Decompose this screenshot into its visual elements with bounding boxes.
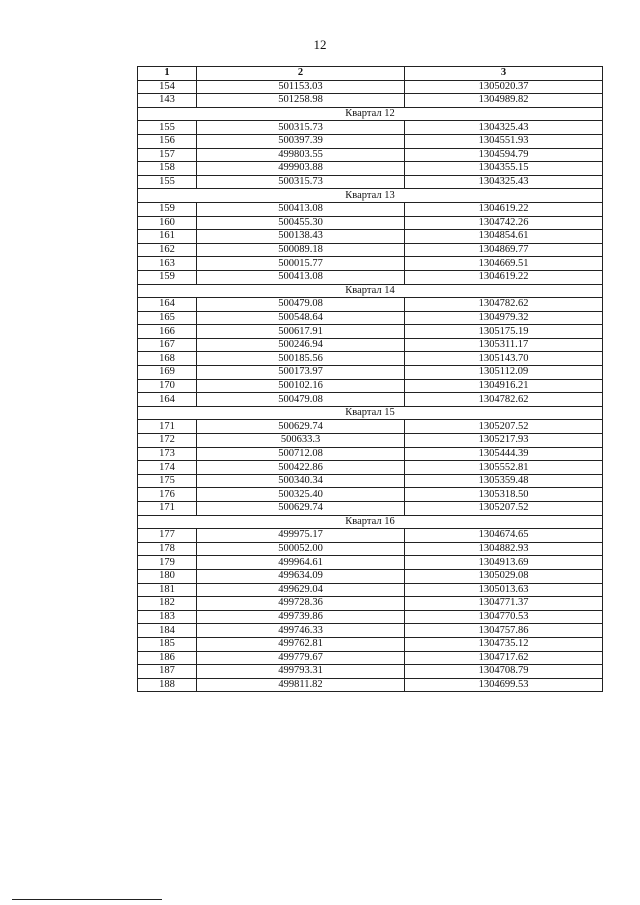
point-number-cell: 143 xyxy=(138,94,197,108)
point-number-cell: 187 xyxy=(138,665,197,679)
table-row xyxy=(138,542,603,556)
point-number-cell: 181 xyxy=(138,583,197,597)
table-row xyxy=(138,216,603,230)
x-coordinate-cell: 499811.82 xyxy=(197,678,405,692)
point-number-cell: 171 xyxy=(138,420,197,434)
x-coordinate-cell: 500413.08 xyxy=(197,270,405,284)
point-number-cell: 162 xyxy=(138,243,197,257)
x-coordinate-cell: 500315.73 xyxy=(197,121,405,135)
y-coordinate-cell: 1304699.53 xyxy=(405,678,603,692)
table-row xyxy=(138,583,603,597)
x-coordinate-cell: 500413.08 xyxy=(197,202,405,216)
point-number-cell: 186 xyxy=(138,651,197,665)
y-coordinate-cell: 1304979.32 xyxy=(405,311,603,325)
y-coordinate-cell: 1305444.39 xyxy=(405,447,603,461)
y-coordinate-cell: 1304782.62 xyxy=(405,393,603,407)
y-coordinate-cell: 1305112.09 xyxy=(405,366,603,380)
x-coordinate-cell: 499762.81 xyxy=(197,637,405,651)
point-number-cell: 156 xyxy=(138,134,197,148)
table-row xyxy=(138,311,603,325)
x-coordinate-cell: 499964.61 xyxy=(197,556,405,570)
y-coordinate-cell: 1304854.61 xyxy=(405,230,603,244)
point-number-cell: 166 xyxy=(138,325,197,339)
point-number-cell: 188 xyxy=(138,678,197,692)
point-number-cell: 183 xyxy=(138,610,197,624)
table-row xyxy=(138,556,603,570)
x-coordinate-cell: 500315.73 xyxy=(197,175,405,189)
table-row xyxy=(138,447,603,461)
y-coordinate-cell: 1305217.93 xyxy=(405,434,603,448)
y-coordinate-cell: 1304619.22 xyxy=(405,202,603,216)
table-row xyxy=(138,420,603,434)
x-coordinate-cell: 499746.33 xyxy=(197,624,405,638)
point-number-cell: 159 xyxy=(138,270,197,284)
x-coordinate-cell: 500548.64 xyxy=(197,311,405,325)
x-coordinate-cell: 499634.09 xyxy=(197,569,405,583)
x-coordinate-cell: 500089.18 xyxy=(197,243,405,257)
y-coordinate-cell: 1304708.79 xyxy=(405,665,603,679)
y-coordinate-cell: 1304735.12 xyxy=(405,637,603,651)
x-coordinate-cell: 499779.67 xyxy=(197,651,405,665)
y-coordinate-cell: 1305359.48 xyxy=(405,474,603,488)
y-coordinate-cell: 1304594.79 xyxy=(405,148,603,162)
section-header-row xyxy=(138,406,603,420)
y-coordinate-cell: 1304771.37 xyxy=(405,597,603,611)
point-number-cell: 177 xyxy=(138,529,197,543)
table-row xyxy=(138,270,603,284)
section-label: Квартал 15 xyxy=(138,406,603,420)
y-coordinate-cell: 1304869.77 xyxy=(405,243,603,257)
point-number-cell: 169 xyxy=(138,366,197,380)
table-row xyxy=(138,678,603,692)
point-number-cell: 184 xyxy=(138,624,197,638)
x-coordinate-cell: 500629.74 xyxy=(197,502,405,516)
column-header-y-coordinate: 3 xyxy=(405,67,603,81)
point-number-cell: 185 xyxy=(138,637,197,651)
y-coordinate-cell: 1304882.93 xyxy=(405,542,603,556)
point-number-cell: 164 xyxy=(138,298,197,312)
table-row xyxy=(138,352,603,366)
x-coordinate-cell: 500455.30 xyxy=(197,216,405,230)
table-row xyxy=(138,461,603,475)
table-row xyxy=(138,502,603,516)
y-coordinate-cell: 1304989.82 xyxy=(405,94,603,108)
table-row xyxy=(138,325,603,339)
section-label: Квартал 13 xyxy=(138,189,603,203)
y-coordinate-cell: 1304916.21 xyxy=(405,379,603,393)
table-row xyxy=(138,230,603,244)
table-row xyxy=(138,569,603,583)
point-number-cell: 180 xyxy=(138,569,197,583)
table-row xyxy=(138,338,603,352)
y-coordinate-cell: 1304770.53 xyxy=(405,610,603,624)
section-label: Квартал 14 xyxy=(138,284,603,298)
y-coordinate-cell: 1305311.17 xyxy=(405,338,603,352)
y-coordinate-cell: 1304757.86 xyxy=(405,624,603,638)
point-number-cell: 157 xyxy=(138,148,197,162)
x-coordinate-cell: 500185.56 xyxy=(197,352,405,366)
table-row xyxy=(138,162,603,176)
x-coordinate-cell: 500479.08 xyxy=(197,393,405,407)
y-coordinate-cell: 1305207.52 xyxy=(405,502,603,516)
table-row xyxy=(138,94,603,108)
table-row xyxy=(138,610,603,624)
table-row xyxy=(138,121,603,135)
y-coordinate-cell: 1304551.93 xyxy=(405,134,603,148)
page-number: 12 xyxy=(313,37,327,52)
table-row xyxy=(138,488,603,502)
x-coordinate-cell: 500633.3 xyxy=(197,434,405,448)
point-number-cell: 159 xyxy=(138,202,197,216)
y-coordinate-cell: 1304674.65 xyxy=(405,529,603,543)
y-coordinate-cell: 1305013.63 xyxy=(405,583,603,597)
section-label: Квартал 12 xyxy=(138,107,603,121)
x-coordinate-cell: 499803.55 xyxy=(197,148,405,162)
point-number-cell: 173 xyxy=(138,447,197,461)
y-coordinate-cell: 1304913.69 xyxy=(405,556,603,570)
x-coordinate-cell: 499739.86 xyxy=(197,610,405,624)
x-coordinate-cell: 500052.00 xyxy=(197,542,405,556)
y-coordinate-cell: 1304717.62 xyxy=(405,651,603,665)
table-row xyxy=(138,393,603,407)
y-coordinate-cell: 1304669.51 xyxy=(405,257,603,271)
point-number-cell: 176 xyxy=(138,488,197,502)
table-row xyxy=(138,637,603,651)
table-row xyxy=(138,202,603,216)
point-number-cell: 174 xyxy=(138,461,197,475)
column-header-x-coordinate: 2 xyxy=(197,67,405,81)
table-row xyxy=(138,134,603,148)
y-coordinate-cell: 1304619.22 xyxy=(405,270,603,284)
section-label: Квартал 16 xyxy=(138,515,603,529)
x-coordinate-cell: 500629.74 xyxy=(197,420,405,434)
x-coordinate-cell: 500397.39 xyxy=(197,134,405,148)
y-coordinate-cell: 1304355.15 xyxy=(405,162,603,176)
table-header-row xyxy=(138,67,603,81)
table-row xyxy=(138,379,603,393)
table-row xyxy=(138,257,603,271)
x-coordinate-cell: 500422.86 xyxy=(197,461,405,475)
point-number-cell: 170 xyxy=(138,379,197,393)
footnote-divider xyxy=(12,899,162,900)
x-coordinate-cell: 500246.94 xyxy=(197,338,405,352)
point-number-cell: 167 xyxy=(138,338,197,352)
point-number-cell: 158 xyxy=(138,162,197,176)
x-coordinate-cell: 500479.08 xyxy=(197,298,405,312)
x-coordinate-cell: 500173.97 xyxy=(197,366,405,380)
x-coordinate-cell: 499975.17 xyxy=(197,529,405,543)
y-coordinate-cell: 1305318.50 xyxy=(405,488,603,502)
section-header-row xyxy=(138,189,603,203)
x-coordinate-cell: 500340.34 xyxy=(197,474,405,488)
point-number-cell: 155 xyxy=(138,175,197,189)
point-number-cell: 154 xyxy=(138,80,197,94)
table-row xyxy=(138,529,603,543)
y-coordinate-cell: 1304325.43 xyxy=(405,121,603,135)
table-row xyxy=(138,434,603,448)
table-row xyxy=(138,624,603,638)
x-coordinate-cell: 500102.16 xyxy=(197,379,405,393)
section-header-row xyxy=(138,107,603,121)
x-coordinate-cell: 501258.98 xyxy=(197,94,405,108)
table-body xyxy=(138,80,603,692)
point-number-cell: 165 xyxy=(138,311,197,325)
table-row xyxy=(138,597,603,611)
point-number-cell: 175 xyxy=(138,474,197,488)
y-coordinate-cell: 1304742.26 xyxy=(405,216,603,230)
y-coordinate-cell: 1304325.43 xyxy=(405,175,603,189)
table-row xyxy=(138,474,603,488)
section-header-row xyxy=(138,284,603,298)
point-number-cell: 168 xyxy=(138,352,197,366)
table-row xyxy=(138,175,603,189)
y-coordinate-cell: 1305143.70 xyxy=(405,352,603,366)
point-number-cell: 160 xyxy=(138,216,197,230)
x-coordinate-cell: 500325.40 xyxy=(197,488,405,502)
x-coordinate-cell: 501153.03 xyxy=(197,80,405,94)
point-number-cell: 179 xyxy=(138,556,197,570)
y-coordinate-cell: 1304782.62 xyxy=(405,298,603,312)
table-row xyxy=(138,366,603,380)
point-number-cell: 178 xyxy=(138,542,197,556)
table-row xyxy=(138,243,603,257)
y-coordinate-cell: 1305207.52 xyxy=(405,420,603,434)
table-row xyxy=(138,665,603,679)
x-coordinate-cell: 499793.31 xyxy=(197,665,405,679)
x-coordinate-cell: 500712.08 xyxy=(197,447,405,461)
table-row xyxy=(138,80,603,94)
point-number-cell: 171 xyxy=(138,502,197,516)
point-number-cell: 172 xyxy=(138,434,197,448)
table-row xyxy=(138,298,603,312)
table-row xyxy=(138,148,603,162)
x-coordinate-cell: 499728.36 xyxy=(197,597,405,611)
section-header-row xyxy=(138,515,603,529)
x-coordinate-cell: 500138.43 xyxy=(197,230,405,244)
point-number-cell: 182 xyxy=(138,597,197,611)
point-number-cell: 163 xyxy=(138,257,197,271)
y-coordinate-cell: 1305175.19 xyxy=(405,325,603,339)
y-coordinate-cell: 1305552.81 xyxy=(405,461,603,475)
x-coordinate-cell: 499903.88 xyxy=(197,162,405,176)
point-number-cell: 161 xyxy=(138,230,197,244)
x-coordinate-cell: 500617.91 xyxy=(197,325,405,339)
y-coordinate-cell: 1305029.08 xyxy=(405,569,603,583)
column-header-point-number: 1 xyxy=(138,67,197,81)
x-coordinate-cell: 500015.77 xyxy=(197,257,405,271)
table-row xyxy=(138,651,603,665)
x-coordinate-cell: 499629.04 xyxy=(197,583,405,597)
y-coordinate-cell: 1305020.37 xyxy=(405,80,603,94)
point-number-cell: 155 xyxy=(138,121,197,135)
coordinates-table xyxy=(137,66,603,692)
point-number-cell: 164 xyxy=(138,393,197,407)
